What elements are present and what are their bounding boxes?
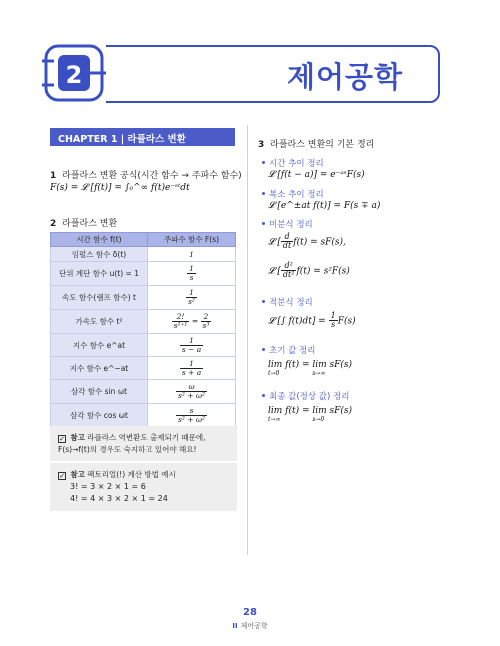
check-icon: ✓	[59, 472, 65, 480]
complex-shift-formula: 𝓛 [e^±at f(t)] = F(s ∓ a)	[268, 201, 381, 211]
theorem-label: 적분식 정리	[262, 296, 313, 308]
table-row	[51, 310, 236, 334]
note-box-factorial	[50, 463, 237, 511]
freq-function: 1	[148, 247, 236, 262]
note-box-inverse	[50, 426, 237, 461]
table-row	[51, 357, 236, 380]
time-function: 삼각 함수 cos ωt	[51, 404, 148, 428]
theorem-label: 복소 추이 정리	[262, 188, 324, 200]
column-divider	[247, 125, 248, 555]
factorial-example-2: 4! = 4 × 3 × 2 × 1 = 24	[70, 494, 168, 504]
theorem-label: 최종 값(정상 값) 정리	[262, 390, 349, 402]
freq-function: $\frac{1}{s - a}$	[148, 334, 236, 357]
page-title: 제어공학	[287, 60, 404, 94]
section-number: 2	[50, 219, 57, 229]
table-row	[51, 247, 236, 262]
page-number: 28	[243, 607, 257, 618]
section-1-heading	[50, 168, 242, 181]
section-number: 1	[50, 171, 57, 181]
check-icon: ✓	[59, 435, 65, 443]
note-text: 라플라스 역변환도 출제되기 때문에, F(s)→f(t)의 경우도 숙지하고 있어야 해요!	[58, 433, 206, 454]
time-function: 가속도 함수 t²	[51, 310, 148, 334]
section-title: 라플라스 변환	[62, 219, 118, 229]
plug-icon	[42, 42, 106, 104]
final-value-formula: lim f(t) t→∞ = lim sF(s) s→0	[268, 406, 353, 423]
derivative-formula-1: 𝓛 [ $\frac{d}{dt}$ f(t) = sF(s),	[268, 232, 346, 251]
table-row	[51, 262, 236, 286]
table-header-time: 시간 함수 f(t)	[51, 233, 148, 247]
factorial-example-1: 3! = 3 × 2 × 1 = 6	[70, 481, 146, 491]
freq-function: $\frac{s}{\text{s² + ω²}}$	[148, 404, 236, 428]
time-function: 속도 함수(램프 함수) t	[51, 286, 148, 310]
initial-value-formula: lim f(t) t→0 = lim sF(s) s→∞	[268, 360, 353, 377]
table-row	[51, 286, 236, 310]
page-footer	[0, 621, 500, 631]
time-function: 지수 함수 e^at	[51, 334, 148, 357]
freq-function: $\frac{1}{s}$	[148, 262, 236, 286]
time-function: 삼각 함수 sin ωt	[51, 380, 148, 404]
table-row	[51, 404, 236, 428]
section-3-heading	[258, 137, 374, 150]
table-header-freq: 주파수 함수 F(s)	[148, 233, 236, 247]
theorem-label: 시간 추이 정리	[262, 157, 324, 169]
section-title: 라플라스 변환의 기본 정리	[270, 140, 375, 150]
note-tag: 참고	[70, 470, 85, 479]
freq-function: $\frac{1}{s + a}$	[148, 357, 236, 380]
table-row	[51, 380, 236, 404]
freq-function: $\frac{2!}{\text{s²⁺¹}}$ = $\frac{2}{\text{s³}}$	[148, 310, 236, 334]
chapter-number: 2	[65, 61, 83, 89]
derivative-formula-2: 𝓛 [ $\frac{\text{d²}}{\text{dt²}}$ f(t) = s²F(s)	[268, 261, 350, 280]
part-marker: II	[232, 622, 238, 630]
freq-function: $\frac{\omega}{\text{s² + ω²}}$	[148, 380, 236, 404]
section-number: 3	[258, 140, 265, 150]
time-function: 단위 계단 함수 u(t) = 1	[51, 262, 148, 286]
freq-function: $\frac{1}{\text{s²}}$	[148, 286, 236, 310]
laplace-definition-formula: F(s) = 𝓛 [f(t)] = ∫₀^∞ f(t)e⁻ˢᵗdt	[50, 183, 190, 193]
laplace-table	[50, 232, 236, 428]
theorem-label: 미분식 정리	[262, 218, 313, 230]
note-text: 팩토리얼(!) 계산 방법 예시	[87, 470, 176, 479]
theorem-label: 초기 값 정리	[262, 344, 315, 356]
footer-label: 제어공학	[240, 622, 268, 630]
chapter-heading: CHAPTER 1 | 라플라스 변환	[50, 128, 235, 146]
time-shift-formula: 𝓛 [f(t − a)] = e⁻ᵃˢF(s)	[268, 170, 365, 180]
section-title: 라플라스 변환 공식(시간 함수 → 주파수 함수)	[62, 171, 242, 181]
table-row	[51, 334, 236, 357]
time-function: 지수 함수 e^−at	[51, 357, 148, 380]
time-function: 임펄스 함수 δ(t)	[51, 247, 148, 262]
section-2-heading	[50, 216, 117, 229]
note-tag: 참고	[70, 433, 85, 442]
integral-formula: 𝓛 [∫ f(t)dt] = $\frac{1}{s}$ F(s)	[268, 311, 356, 330]
